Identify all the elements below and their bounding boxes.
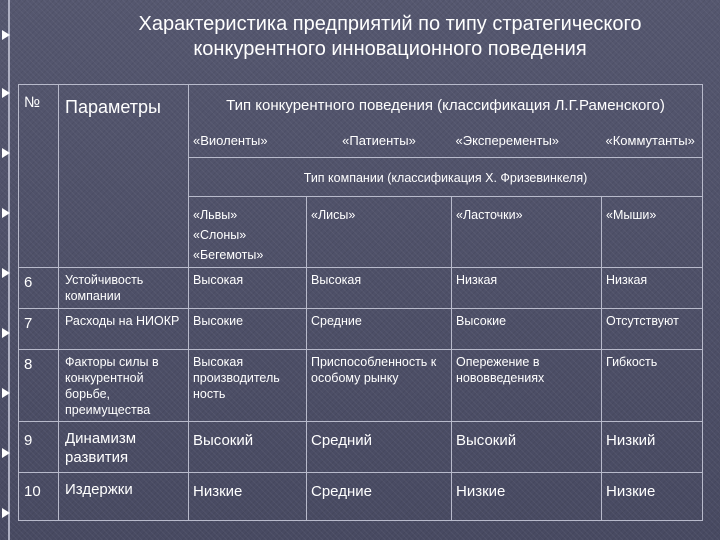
row-value: Гибкость: [602, 350, 703, 422]
row-value: Средние: [307, 473, 452, 521]
row-number: 10: [19, 473, 59, 521]
row-value: Опережение в нововведениях: [452, 350, 602, 422]
row-value: Высокая: [189, 268, 307, 309]
row-value: Высокий: [452, 422, 602, 473]
row-value: Высокие: [189, 309, 307, 350]
header-num: №: [19, 85, 59, 268]
slide-title: [90, 12, 690, 62]
slide-title-line2: конкурентного инновационного поведения: [193, 38, 587, 60]
table-row: [19, 422, 703, 473]
arrow-bullet-icon: [2, 328, 10, 338]
arrow-bullet-icon: [2, 508, 10, 518]
row-param: Динамизм развития: [59, 422, 189, 473]
row-param: Устойчивость компании: [59, 268, 189, 309]
row-number: 9: [19, 422, 59, 473]
arrow-bullet-icon: [2, 88, 10, 98]
table-row: [19, 473, 703, 521]
row-param: Факторы силы в конкурентной борьбе, преимущества: [59, 350, 189, 422]
characteristics-table: [18, 84, 703, 521]
row-value: Приспособленность к особому рынку: [307, 350, 452, 422]
row-number: 8: [19, 350, 59, 422]
row-value: Низкий: [602, 422, 703, 473]
animal-col1: [189, 197, 307, 268]
arrow-bullet-icon: [2, 148, 10, 158]
animal-elephants: «Слоны»: [193, 228, 247, 242]
row-value: Высокая производитель ность: [189, 350, 307, 422]
row-value: Низкая: [452, 268, 602, 309]
row-value: Низкие: [602, 473, 703, 521]
row-value: Средние: [307, 309, 452, 350]
row-value: Высокая: [307, 268, 452, 309]
header-company-type: Тип компании (классификация Х. Фризевинкеля): [189, 158, 703, 197]
row-value: Высокие: [452, 309, 602, 350]
type-commutants: «Коммутанты»: [602, 127, 703, 158]
row-value: Низкие: [452, 473, 602, 521]
arrow-bullet-icon: [2, 268, 10, 278]
row-param: Расходы на НИОКР: [59, 309, 189, 350]
type-violents: «Виоленты»: [189, 127, 307, 158]
arrow-bullet-icon: [2, 30, 10, 40]
row-number: 7: [19, 309, 59, 350]
row-value: Высокий: [189, 422, 307, 473]
slide-title-line1: Характеристика предприятий по типу стратегического: [138, 13, 642, 35]
row-value: Низкие: [189, 473, 307, 521]
table-row: [19, 268, 703, 309]
arrow-bullet-icon: [2, 388, 10, 398]
animal-swallows: «Ласточки»: [452, 197, 602, 268]
row-value: Отсутствуют: [602, 309, 703, 350]
header-row-behavior: [19, 85, 703, 127]
header-behavior-type: Тип конкурентного поведения (классификация Л.Г.Раменского): [189, 85, 703, 127]
header-params: Параметры: [59, 85, 189, 268]
animal-mice: «Мыши»: [602, 197, 703, 268]
row-value: Низкая: [602, 268, 703, 309]
animal-lions: «Львы»: [193, 208, 238, 222]
row-number: 6: [19, 268, 59, 309]
animal-hippos: «Бегемоты»: [193, 248, 264, 262]
arrow-bullet-icon: [2, 448, 10, 458]
table-row: [19, 309, 703, 350]
table-row: [19, 350, 703, 422]
animal-foxes: «Лисы»: [307, 197, 452, 268]
type-patients: «Патиенты»: [307, 127, 452, 158]
arrow-bullet-icon: [2, 208, 10, 218]
type-experiments: «Эксперементы»: [452, 127, 602, 158]
row-value: Средний: [307, 422, 452, 473]
row-param: Издержки: [59, 473, 189, 521]
